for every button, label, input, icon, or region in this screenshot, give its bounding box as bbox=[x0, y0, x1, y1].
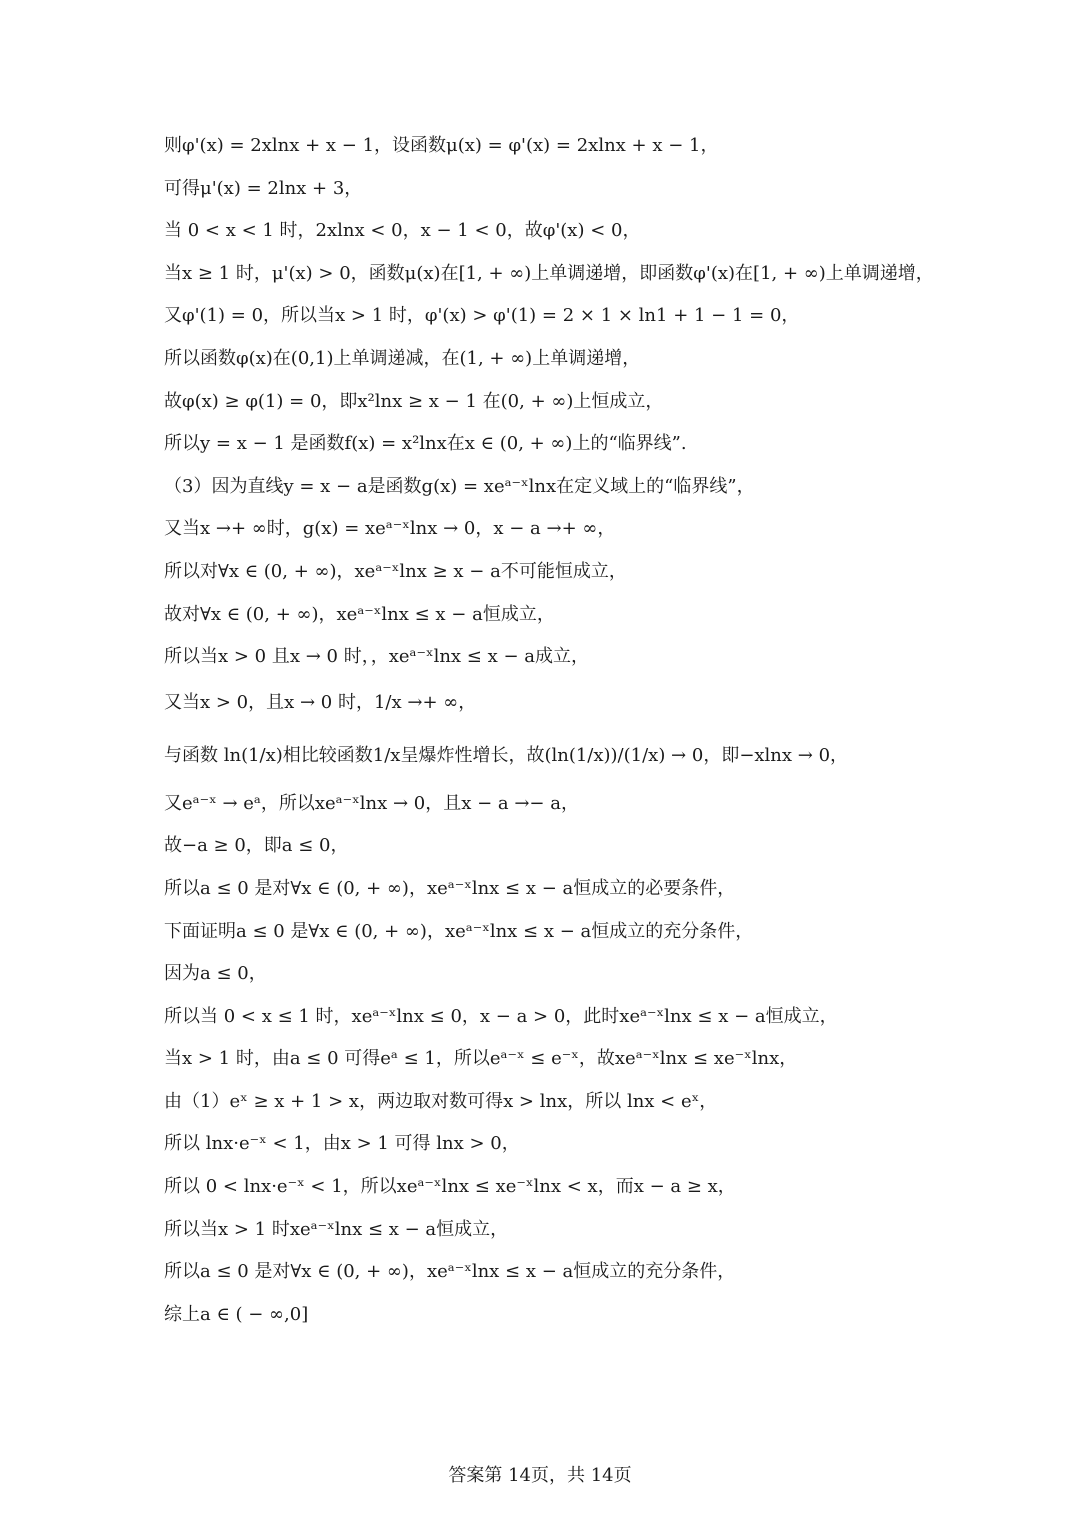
solution-line: 所以a ≤ 0 是对∀x ∈ (0, + ∞)，xeᵃ⁻ˣlnx ≤ x − a恒成立的必要条件， bbox=[164, 877, 736, 899]
solution-line: 则φ'(x) = 2xlnx + x − 1，设函数μ(x) = φ'(x) = 2xlnx + x − 1， bbox=[164, 135, 719, 156]
solution-line: 与函数 ln(1/x)相比较函数1/x呈爆炸性增长，故(ln(1/x))/(1/x) → 0，即−xlnx → 0， bbox=[164, 744, 849, 766]
solution-line: （3）因为直线y = x − a是函数g(x) = xeᵃ⁻ˣlnx在定义域上的“临界线”， bbox=[164, 475, 755, 497]
solution-line: 所以函数φ(x)在(0,1)上单调递减，在(1, + ∞)上单调递增， bbox=[164, 347, 641, 369]
solution-line: 又eᵃ⁻ˣ → eᵃ，所以xeᵃ⁻ˣlnx → 0，且x − a →− a， bbox=[164, 792, 579, 814]
solution-line: 故−a ≥ 0，即a ≤ 0， bbox=[164, 835, 349, 857]
solution-line: 综上a ∈ ( − ∞,0] bbox=[164, 1303, 309, 1325]
solution-line: 所以a ≤ 0 是对∀x ∈ (0, + ∞)，xeᵃ⁻ˣlnx ≤ x − a恒成立的充分条件， bbox=[164, 1261, 736, 1283]
page-footer: 答案第 14页，共 14页 bbox=[448, 1465, 632, 1486]
solution-line: 故φ(x) ≥ φ(1) = 0，即x²lnx ≥ x − 1 在(0, + ∞)上恒成立， bbox=[164, 390, 664, 412]
solution-line: 所以当x > 1 时xeᵃ⁻ˣlnx ≤ x − a恒成立， bbox=[164, 1218, 509, 1240]
solution-line: 所以对∀x ∈ (0, + ∞)，xeᵃ⁻ˣlnx ≥ x − a不可能恒成立， bbox=[164, 560, 627, 582]
solution-line: 可得μ'(x) = 2lnx + 3， bbox=[164, 177, 363, 199]
solution-line: 所以 0 < lnx·e⁻ˣ < 1，所以xeᵃ⁻ˣlnx ≤ xe⁻ˣlnx < x，而x − a ≥ x， bbox=[164, 1176, 736, 1198]
solution-line: 由（1）eˣ ≥ x + 1 > x，两边取对数可得x > lnx，所以 lnx < eˣ， bbox=[164, 1090, 718, 1112]
solution-line: 下面证明a ≤ 0 是∀x ∈ (0, + ∞)，xeᵃ⁻ˣlnx ≤ x − a恒成立的充分条件， bbox=[164, 920, 754, 942]
solution-line: 又当x →+ ∞时，g(x) = xeᵃ⁻ˣlnx → 0，x − a →+ ∞， bbox=[164, 518, 616, 540]
solution-line: 又φ'(1) = 0，所以当x > 1 时，φ'(x) > φ'(1) = 2 × 1 × ln1 + 1 − 1 = 0， bbox=[164, 305, 800, 327]
solution-line: 当 0 < x < 1 时，2xlnx < 0，x − 1 < 0，故φ'(x) < 0， bbox=[164, 220, 641, 242]
solution-line: 当x > 1 时，由a ≤ 0 可得eᵃ ≤ 1，所以eᵃ⁻ˣ ≤ e⁻ˣ，故xeᵃ⁻ˣlnx ≤ xe⁻ˣlnx， bbox=[164, 1048, 798, 1070]
solution-line: 所以 lnx·e⁻ˣ < 1，由x > 1 可得 lnx > 0， bbox=[164, 1133, 520, 1155]
solution-line: 所以当x > 0 且x → 0 时，，xeᵃ⁻ˣlnx ≤ x − a成立， bbox=[164, 646, 590, 668]
solution-line: 所以y = x − 1 是函数f(x) = x²lnx在x ∈ (0, + ∞)上的“临界线”. bbox=[164, 433, 687, 455]
solution-line: 当x ≥ 1 时，μ'(x) > 0，函数μ(x)在[1, + ∞)上单调递增，即函数φ'(x)在[1, + ∞)上单调递增， bbox=[164, 262, 934, 284]
solution-line: 因为a ≤ 0， bbox=[164, 963, 267, 985]
solution-line: 所以当 0 < x ≤ 1 时，xeᵃ⁻ˣlnx ≤ 0，x − a > 0，此时xeᵃ⁻ˣlnx ≤ x − a恒成立， bbox=[164, 1005, 838, 1027]
solution-body bbox=[164, 134, 984, 1345]
solution-line: 故对∀x ∈ (0, + ∞)，xeᵃ⁻ˣlnx ≤ x − a恒成立， bbox=[164, 603, 555, 625]
solution-line: 又当x > 0，且x → 0 时，1/x →+ ∞， bbox=[164, 691, 477, 713]
